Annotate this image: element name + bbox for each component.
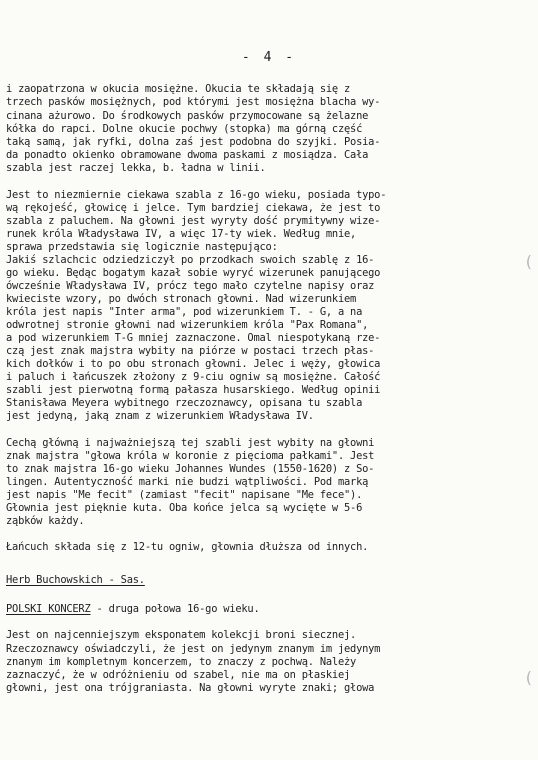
punch-hole-mark: ( <box>525 252 532 271</box>
text-line: króla jest napis "Inter arma", pod wizerunkiem T. - G, a na <box>6 306 363 318</box>
text-line: jest jedyną, jaką znam z wizerunkiem Władysława IV. <box>6 410 314 422</box>
text-line: da ponadto okienko obramowane dwoma paskami z mosiądza. Cała <box>6 149 369 161</box>
text-line: Cechą główną i najważniejszą tej szabli jest wybity na głowni <box>6 437 375 449</box>
text-line: szabli jest pierwotną formą pałasza husarskiego. Według opinii <box>6 384 381 396</box>
text-line: Stanisława Meyera wybitnego rzeczoznawcy, opisana tu szabla <box>6 397 363 409</box>
text-line: zaznaczyć, że w odróżnieniu od szabel, nie ma on płaskiej <box>6 669 351 681</box>
text-line: odwrotnej stronie głowni nad wizerunkiem króla "Pax Romana", <box>6 319 369 331</box>
koncerz-heading <box>6 604 260 614</box>
text-line: Rzeczoznawcy oświadczyli, że jest on jedynym znanym im jedynym <box>6 643 381 655</box>
page-number: - 4 - <box>241 50 297 65</box>
text-line: cinana ażurowo. Do środkowych pasków przymocowane są żelazne <box>6 110 369 122</box>
text-line: kwieciste wzory, po dwóch stronach głowni. Nad wizerunkiem <box>6 293 357 305</box>
text-line: go wieku. Będąc bogatym kazał sobie wyryć wizerunek panującego <box>6 267 381 279</box>
text-line: trzech pasków mosiężnych, pod którymi jest mosiężna blacha wy- <box>6 96 381 108</box>
text-line: taką samą, jak ryfki, dolna zaś jest podobna do szyjki. Posia- <box>6 136 381 148</box>
text-line: kółka do rapci. Dolne okucie pochwy (stopka) ma górną część <box>6 123 363 135</box>
text-line: szabla z paluchem. Na głowni jest wyryty dość prymitywny wize- <box>6 215 381 227</box>
text-line: czą jest znak majstra wybity na piórze w postaci trzech płas- <box>6 345 375 357</box>
text-line: wą rękojeść, głowicę i jelce. Tym bardziej ciekawa, że jest to <box>6 202 381 214</box>
text-line: ówcześnie Władysława IV, prócz tego mało czytelne napisy oraz <box>6 280 375 292</box>
text-line: znanym im kompletnym koncerzem, to znaczy z pochwą. Należy <box>6 656 357 668</box>
koncerz-subtitle: - druga połowa 16-go wieku. <box>90 603 260 615</box>
text-line: kich dołków i to po obu stronach głowni. Jelec i węży, głowica <box>6 358 381 370</box>
text-line: jest napis "Me fecit" (zamiast "fecit" napisane "Me fece"). <box>6 489 363 501</box>
text-line: Jest to niezmiernie ciekawa szabla z 16-go wieku, posiada typo- <box>6 189 387 201</box>
text-line: szabla jest raczej lekka, b. ładna w linii. <box>6 162 266 174</box>
text-line: a pod wizerunkiem T-G mniej zaznaczone. Omal niespotykaną rze- <box>6 332 381 344</box>
text-line: Głownia jest pięknie kuta. Oba końce jelca są wycięte w 5-6 <box>6 502 363 514</box>
text-line: to znak majstra 16-go wieku Johannes Wundes (1550-1620) z So- <box>6 463 375 475</box>
text-line: i zaopatrzona w okucia mosiężne. Okucia te składają się z <box>6 83 351 95</box>
text-line: ząbków każdy. <box>6 515 85 527</box>
text-line: znak majstra "głowa króla w koronie z pięcioma pałkami". Jest <box>6 450 375 462</box>
text-line: runek króla Władysława IV, a więc 17-ty wiek. Według mnie, <box>6 228 357 240</box>
section-heading: Herb Buchowskich - Sas. <box>6 574 145 586</box>
text-line: lingen. Autentyczność marki nie budzi wątpliwości. Pod marką <box>6 476 369 488</box>
text-line: głowni, jest ona trójgraniasta. Na głowni wyryte znaki; głowa <box>6 682 375 694</box>
text-line: sprawa przedstawia się logicznie następująco: <box>6 241 278 253</box>
text-line: Jest on najcenniejszym eksponatem kolekcji broni siecznej. <box>6 629 357 641</box>
text-line: Łańcuch składa się z 12-tu ogniw, głownia dłuższa od innych. <box>6 541 369 553</box>
text-line: Jakiś szlachcic odziedziczył po przodkach swoich szablę z 16- <box>6 254 375 266</box>
text-line: i paluch i łańcuszek złożony z 9-ciu ogniw są mosiężne. Całość <box>6 371 381 383</box>
koncerz-title: POLSKI KONCERZ <box>6 603 91 615</box>
punch-hole-mark: ( <box>525 668 532 687</box>
